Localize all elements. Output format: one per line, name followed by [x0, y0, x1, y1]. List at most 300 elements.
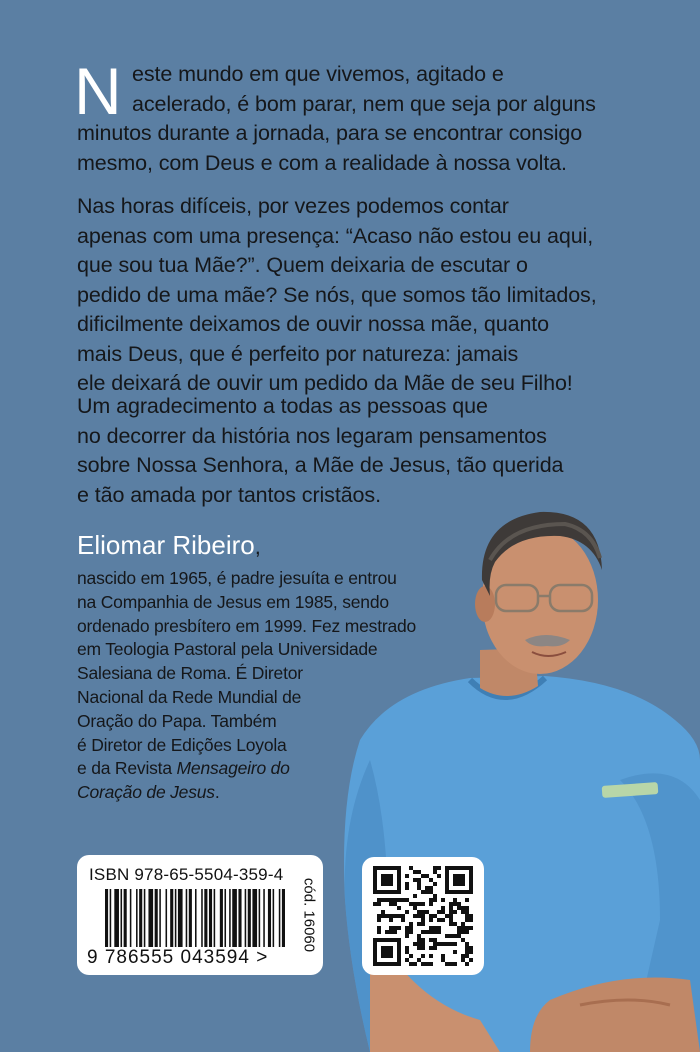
qr-module [393, 890, 397, 894]
qr-module [469, 950, 473, 954]
qr-module [389, 946, 393, 950]
qr-module [445, 890, 449, 894]
qr-module [449, 942, 453, 946]
qr-module [417, 934, 421, 938]
author-name [77, 530, 261, 561]
qr-module [389, 926, 393, 930]
text-line: mesmo, com Deus e com a realidade à nossa volta. [77, 150, 567, 175]
qr-module [469, 870, 473, 874]
qr-module [421, 918, 425, 922]
qr-module [449, 918, 453, 922]
qr-module [445, 886, 449, 890]
qr-module [465, 930, 469, 934]
text-line: apenas com uma presença: “Acaso não estou eu aqui, [77, 223, 594, 248]
barcode-digits: 9 786555 043594 > [87, 947, 269, 968]
qr-module [417, 938, 421, 942]
qr-module [453, 882, 457, 886]
qr-module [397, 926, 401, 930]
qr-module [429, 898, 433, 902]
qr-module [461, 958, 465, 962]
qr-module [381, 938, 385, 942]
isbn-label: ISBN 978-65-5504-359-4 [89, 865, 284, 884]
qr-module [409, 866, 413, 870]
text-line: dificilmente deixamos de ouvir nossa mãe, quanto [77, 312, 550, 336]
qr-module [377, 914, 381, 918]
isbn-box [77, 855, 323, 975]
qr-module [377, 918, 381, 922]
text-line: este mundo em que vivemos, agitado e [132, 62, 504, 86]
qr-module [453, 902, 457, 906]
qr-module [373, 890, 377, 894]
qr-module [409, 902, 413, 906]
qr-module [417, 922, 421, 926]
qr-module [421, 942, 425, 946]
text-line: que sou tua Mãe?”. Quem deixaria de escutar o [77, 253, 528, 277]
qr-module [393, 962, 397, 966]
barcode-bar [273, 889, 275, 947]
qr-module [437, 942, 441, 946]
barcode-bar [204, 889, 207, 947]
qr-module [449, 902, 453, 906]
bio-line: nascido em 1965, é padre jesuíta e entrou [77, 568, 397, 588]
barcode-bar [166, 889, 168, 947]
qr-module [441, 910, 445, 914]
qr-module [465, 946, 469, 950]
qr-module [457, 930, 461, 934]
qr-module [417, 886, 421, 890]
qr-module [385, 946, 389, 950]
author-name-comma: , [254, 534, 261, 559]
qr-module [397, 898, 401, 902]
qr-module [373, 878, 377, 882]
qr-module [373, 942, 377, 946]
qr-module [373, 882, 377, 886]
qr-module [441, 958, 445, 962]
qr-module [429, 946, 433, 950]
paragraph-2 [77, 192, 637, 399]
qr-module [397, 958, 401, 962]
qr-module [429, 914, 433, 918]
qr-module [417, 958, 421, 962]
qr-module [429, 902, 433, 906]
qr-module [389, 882, 393, 886]
barcode-bar [224, 889, 226, 947]
qr-code-box [362, 857, 484, 975]
qr-module [385, 878, 389, 882]
qr-module [405, 882, 409, 886]
qr-module [397, 882, 401, 886]
qr-module [381, 910, 385, 914]
qr-module [377, 962, 381, 966]
barcode-bar [229, 889, 231, 947]
qr-module [429, 918, 433, 922]
qr-module [429, 926, 433, 930]
qr-module [465, 962, 469, 966]
magazine-title: Coração de Jesus [77, 782, 215, 803]
qr-module [373, 958, 377, 962]
qr-module [469, 874, 473, 878]
qr-module [373, 886, 377, 890]
barcode-bar [175, 889, 177, 947]
qr-module [381, 866, 385, 870]
qr-module [397, 866, 401, 870]
barcode-bar [268, 889, 271, 947]
qr-module [385, 950, 389, 954]
bio-line: Salesiana de Roma. É Diretor [77, 663, 303, 684]
barcode-bar [159, 889, 161, 947]
qr-module [377, 926, 381, 930]
qr-module [465, 898, 469, 902]
bio-line [77, 781, 416, 805]
qr-module [453, 962, 457, 966]
qr-module [405, 930, 409, 934]
qr-module [453, 910, 457, 914]
qr-module [405, 946, 409, 950]
qr-module [421, 910, 425, 914]
qr-code [373, 866, 473, 966]
qr-module [381, 878, 385, 882]
qr-module [393, 938, 397, 942]
bio-line [77, 757, 416, 781]
text-line: acelerado, é bom parar, nem que seja por alguns [132, 91, 596, 116]
qr-module [469, 914, 473, 918]
qr-module [417, 942, 421, 946]
qr-module [421, 962, 425, 966]
bio-line: em Teologia Pastoral pela Universidade [77, 639, 378, 660]
qr-module [389, 918, 393, 922]
qr-module [425, 890, 429, 894]
qr-module [445, 934, 449, 938]
qr-module [429, 890, 433, 894]
text-line: ele deixará de ouvir um pedido da Mãe de seu Filho! [77, 371, 573, 395]
qr-module [417, 910, 421, 914]
qr-module [437, 918, 441, 922]
qr-module [457, 926, 461, 930]
qr-module [453, 890, 457, 894]
qr-module [445, 878, 449, 882]
qr-module [445, 870, 449, 874]
qr-module [385, 882, 389, 886]
qr-module [421, 914, 425, 918]
qr-module [377, 938, 381, 942]
text-line: Um agradecimento a todas as pessoas que [77, 394, 488, 418]
qr-module [421, 902, 425, 906]
qr-module [445, 882, 449, 886]
barcode-bar [186, 889, 188, 947]
qr-module [389, 878, 393, 882]
barcode-bar [232, 889, 237, 947]
qr-module [409, 930, 413, 934]
qr-module [381, 950, 385, 954]
barcode-bar [263, 889, 265, 947]
qr-module [393, 926, 397, 930]
qr-module [389, 938, 393, 942]
qr-module [469, 918, 473, 922]
qr-module [469, 926, 473, 930]
qr-module [441, 906, 445, 910]
qr-module [413, 878, 417, 882]
barcode-bar [114, 889, 119, 947]
qr-module [417, 882, 421, 886]
qr-module [381, 914, 385, 918]
author-name-text: Eliomar Ribeiro [77, 530, 255, 560]
qr-module [433, 938, 437, 942]
qr-module [457, 866, 461, 870]
qr-module [449, 890, 453, 894]
qr-module [413, 902, 417, 906]
qr-module [465, 926, 469, 930]
barcode-bar [189, 889, 192, 947]
qr-module [449, 910, 453, 914]
drop-cap: N [74, 54, 122, 128]
qr-module [385, 898, 389, 902]
qr-module [381, 882, 385, 886]
qr-module [433, 926, 437, 930]
qr-module [397, 946, 401, 950]
qr-module [461, 926, 465, 930]
qr-module [465, 950, 469, 954]
qr-module [469, 878, 473, 882]
bio-line: na Companhia de Jesus em 1985, sendo [77, 591, 389, 612]
qr-module [429, 962, 433, 966]
qr-module [437, 874, 441, 878]
qr-module [393, 898, 397, 902]
paragraph-3 [77, 392, 637, 510]
qr-module [469, 890, 473, 894]
qr-module [409, 926, 413, 930]
qr-module [381, 890, 385, 894]
qr-module [449, 906, 453, 910]
qr-module [433, 882, 437, 886]
qr-module [441, 918, 445, 922]
qr-module [373, 866, 377, 870]
qr-module [425, 930, 429, 934]
qr-module [429, 954, 433, 958]
barcode-bar [214, 889, 216, 947]
barcode-bar [178, 889, 183, 947]
qr-module [389, 930, 393, 934]
text-line: Nas horas difíceis, por vezes podemos contar [77, 194, 509, 218]
qr-module [457, 902, 461, 906]
qr-module [445, 866, 449, 870]
qr-module [377, 898, 381, 902]
qr-module [405, 910, 409, 914]
qr-module [373, 938, 377, 942]
qr-module [465, 910, 469, 914]
qr-module [433, 914, 437, 918]
qr-module [389, 950, 393, 954]
qr-module [405, 886, 409, 890]
qr-module [433, 942, 437, 946]
text-line: no decorrer da história nos legaram pensamentos [77, 423, 547, 448]
qr-module [409, 922, 413, 926]
qr-module [421, 946, 425, 950]
bio-line: ordenado presbítero em 1999. Fez mestrado [77, 615, 417, 636]
qr-module [389, 874, 393, 878]
qr-module [389, 866, 393, 870]
barcode-bar [139, 889, 142, 947]
barcode-bar [259, 889, 261, 947]
qr-module [393, 930, 397, 934]
qr-module [409, 954, 413, 958]
barcode-bar [195, 889, 197, 947]
qr-module [397, 942, 401, 946]
qr-module [445, 962, 449, 966]
qr-module [397, 870, 401, 874]
qr-module [449, 914, 453, 918]
qr-module [465, 890, 469, 894]
qr-module [385, 962, 389, 966]
qr-module [469, 866, 473, 870]
qr-module [453, 878, 457, 882]
barcode-bar [282, 889, 285, 947]
text-line: mais Deus, que é perfeito por natureza: jamais [77, 341, 519, 366]
bio-text: e da Revista [77, 758, 177, 779]
qr-module [461, 930, 465, 934]
qr-module [461, 882, 465, 886]
barcode-bar [105, 889, 108, 947]
qr-module [457, 906, 461, 910]
qr-module [465, 918, 469, 922]
product-code-text: cód. 16060 [300, 877, 318, 953]
barcode-bar [124, 889, 127, 947]
qr-module [373, 954, 377, 958]
qr-module [413, 870, 417, 874]
qr-module [453, 950, 457, 954]
qr-module [461, 954, 465, 958]
qr-module [453, 866, 457, 870]
qr-module [373, 874, 377, 878]
barcode-bar [252, 889, 257, 947]
qr-module [453, 934, 457, 938]
qr-module [405, 958, 409, 962]
qr-module [465, 906, 469, 910]
qr-module [397, 878, 401, 882]
qr-module [465, 866, 469, 870]
qr-module [421, 954, 425, 958]
qr-module [461, 910, 465, 914]
qr-module [385, 914, 389, 918]
qr-module [397, 886, 401, 890]
barcode-bar [201, 889, 203, 947]
qr-module [405, 950, 409, 954]
qr-module [433, 866, 437, 870]
qr-module [389, 914, 393, 918]
qr-module [425, 962, 429, 966]
qr-module [421, 890, 425, 894]
qr-module [397, 890, 401, 894]
qr-module [417, 902, 421, 906]
qr-module [469, 886, 473, 890]
qr-module [433, 930, 437, 934]
barcode-bar [110, 889, 112, 947]
text-line: pedido de uma mãe? Se nós, que somos tão limitados, [77, 282, 597, 307]
qr-module [377, 930, 381, 934]
qr-module [397, 906, 401, 910]
qr-module [465, 914, 469, 918]
qr-module [437, 910, 441, 914]
qr-module [421, 930, 425, 934]
qr-module [453, 922, 457, 926]
qr-module [385, 890, 389, 894]
qr-module [461, 906, 465, 910]
barcode-bar [245, 889, 247, 947]
qr-module [393, 914, 397, 918]
qr-module [381, 898, 385, 902]
qr-module [461, 866, 465, 870]
qr-module [421, 874, 425, 878]
qr-module [373, 946, 377, 950]
barcode-bar [279, 889, 281, 947]
qr-module [385, 938, 389, 942]
qr-module [405, 934, 409, 938]
qr-module [457, 878, 461, 882]
barcode-bar [209, 889, 212, 947]
qr-module [445, 874, 449, 878]
qr-module [437, 930, 441, 934]
qr-module [417, 946, 421, 950]
qr-module [445, 914, 449, 918]
qr-module [425, 910, 429, 914]
qr-module [461, 874, 465, 878]
qr-module [465, 954, 469, 958]
qr-module [433, 894, 437, 898]
qr-module [425, 886, 429, 890]
qr-module [457, 874, 461, 878]
qr-module [373, 902, 377, 906]
qr-module [453, 942, 457, 946]
qr-module [441, 954, 445, 958]
qr-module [433, 898, 437, 902]
qr-module [389, 890, 393, 894]
qr-module [417, 878, 421, 882]
qr-module [429, 878, 433, 882]
qr-module [437, 926, 441, 930]
bio-line: Oração do Papa. Também [77, 710, 277, 731]
bio-line: Nacional da Rede Mundial de [77, 686, 302, 707]
qr-module [433, 870, 437, 874]
qr-module [377, 866, 381, 870]
qr-module [469, 958, 473, 962]
qr-module [441, 898, 445, 902]
qr-module [397, 874, 401, 878]
magazine-title: Mensageiro do [176, 758, 290, 779]
qr-module [389, 898, 393, 902]
qr-module [377, 902, 381, 906]
qr-module [441, 942, 445, 946]
qr-module [449, 922, 453, 926]
qr-module [389, 902, 393, 906]
qr-module [385, 930, 389, 934]
barcode-bar [148, 889, 153, 947]
qr-module [445, 942, 449, 946]
barcode-bar [220, 889, 223, 947]
qr-module [373, 962, 377, 966]
qr-module [453, 874, 457, 878]
qr-module [461, 922, 465, 926]
qr-module [373, 950, 377, 954]
qr-module [385, 866, 389, 870]
qr-module [425, 874, 429, 878]
qr-module [413, 906, 417, 910]
barcode-bar [155, 889, 158, 947]
qr-module [401, 914, 405, 918]
qr-module [405, 926, 409, 930]
qr-module [429, 886, 433, 890]
text-line: sobre Nossa Senhora, a Mãe de Jesus, tão querida [77, 453, 564, 477]
qr-module [393, 902, 397, 906]
qr-module [413, 894, 417, 898]
